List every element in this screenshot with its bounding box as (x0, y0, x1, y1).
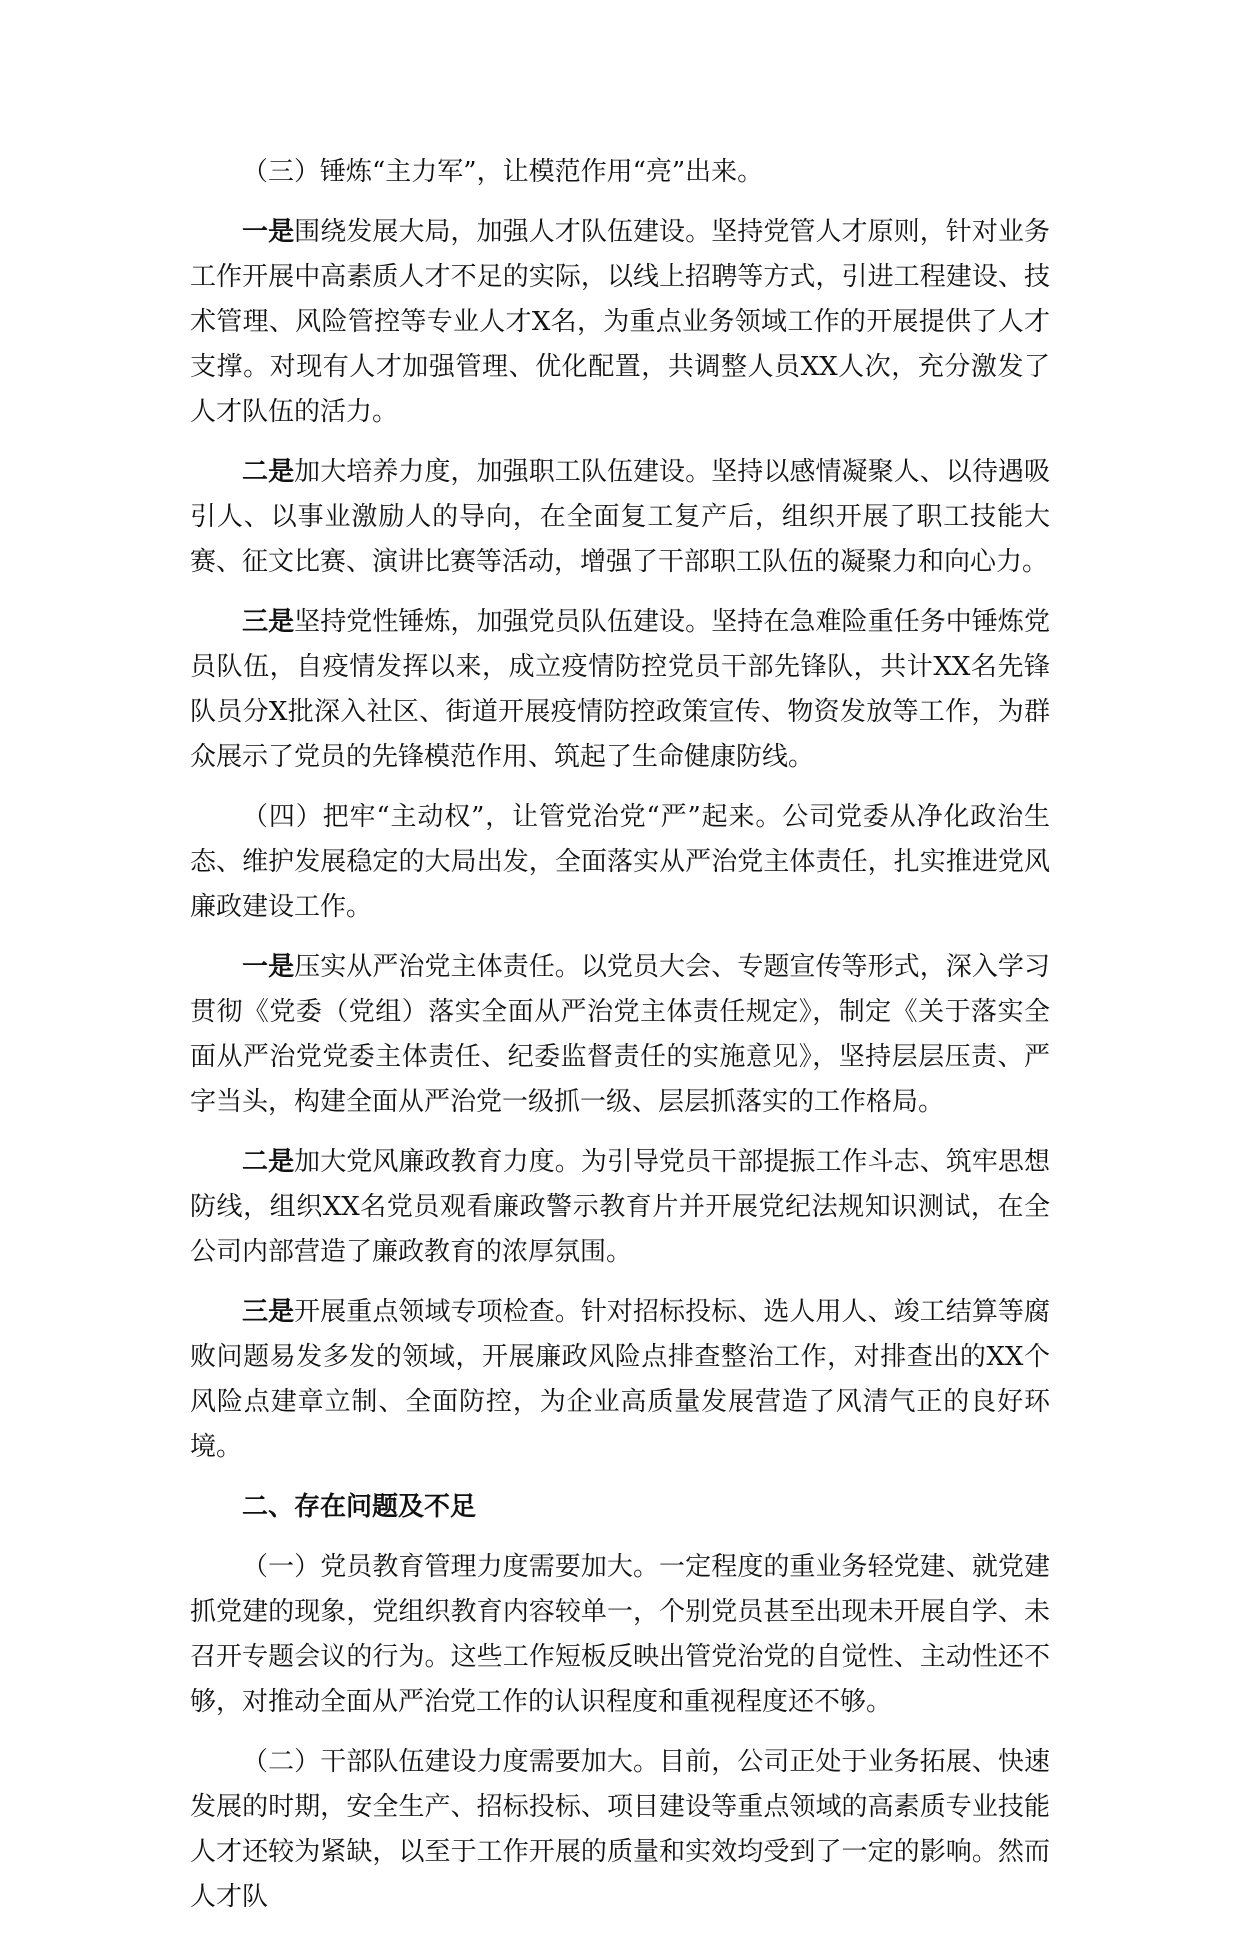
paragraph-4-3 (190, 1290, 1050, 1470)
paragraph-text: （三）锤炼“主力军”，让模范作用“亮”出来。 (242, 157, 764, 187)
paragraph-lead: 一是 (242, 217, 295, 247)
paragraph-text: （一）党员教育管理力度需要加大。一定程度的重业务轻党建、就党建抓党建的现象，党组织教育内容较单一，个别党员甚至出现未开展自学、未召开专题会议的行为。这些工作短板反映出管党治党的自觉性、主动性还不够，对推动全面从严治党工作的认识程度和重视程度还不够。 (190, 1552, 1050, 1717)
section-heading: 二、存在问题及不足 (242, 1492, 477, 1522)
paragraph-text: 坚持党性锤炼，加强党员队伍建设。坚持在急难险重任务中锤炼党员队伍，自疫情发挥以来，成立疫情防控党员干部先锋队，共计XX名先锋队员分X批深入社区、街道开展疫情防控政策宣传、物资发放等工作，为群众展示了党员的先锋模范作用、筑起了生命健康防线。 (190, 607, 1050, 772)
paragraph-4-2 (190, 1140, 1050, 1275)
paragraph-text: 加大党风廉政教育力度。为引导党员干部提振工作斗志、筑牢思想防线，组织XX名党员观看廉政警示教育片并开展党纪法规知识测试，在全公司内部营造了廉政教育的浓厚氛围。 (190, 1147, 1050, 1267)
problem-1 (190, 1545, 1050, 1725)
paragraph-4-1 (190, 945, 1050, 1125)
paragraph-lead: 二是 (242, 457, 295, 487)
paragraph-text: 开展重点领域专项检查。针对招标投标、选人用人、竣工结算等腐败问题易发多发的领域，开展廉政风险点排查整治工作，对排查出的XX个风险点建章立制、全面防控，为企业高质量发展营造了风清气正的良好环境。 (190, 1297, 1050, 1462)
problem-2 (190, 1740, 1050, 1920)
paragraph-3-2 (190, 450, 1050, 585)
paragraph-section-4-title (190, 795, 1050, 930)
paragraph-text: （二）干部队伍建设力度需要加大。目前，公司正处于业务拓展、快速发展的时期，安全生产、招标投标、项目建设等重点领域的高素质专业技能人才还较为紧缺，以至于工作开展的质量和实效均受到了一定的影响。然而人才队 (190, 1747, 1050, 1912)
paragraph-text: （四）把牢“主动权”，让管党治党“严”起来。公司党委从净化政治生态、维护发展稳定的大局出发，全面落实从严治党主体责任，扎实推进党风廉政建设工作。 (190, 802, 1050, 922)
paragraph-3-3 (190, 600, 1050, 780)
paragraph-lead: 三是 (242, 1297, 295, 1327)
paragraph-lead: 二是 (242, 1147, 295, 1177)
document-page (190, 150, 1050, 1935)
paragraph-lead: 一是 (242, 952, 295, 982)
paragraph-lead: 三是 (242, 607, 295, 637)
paragraph-text: 围绕发展大局，加强人才队伍建设。坚持党管人才原则，针对业务工作开展中高素质人才不足的实际，以线上招聘等方式，引进工程建设、技术管理、风险管控等专业人才X名，为重点业务领域工作的开展提供了人才支撑。对现有人才加强管理、优化配置，共调整人员XX人次，充分激发了人才队伍的活力。 (190, 217, 1050, 427)
paragraph-text: 压实从严治党主体责任。以党员大会、专题宣传等形式，深入学习贯彻《党委（党组）落实全面从严治党主体责任规定》，制定《关于落实全面从严治党党委主体责任、纪委监督责任的实施意见》，坚持层层压责、严字当头，构建全面从严治党一级抓一级、层层抓落实的工作格局。 (190, 952, 1050, 1117)
paragraph-section-3-title (190, 150, 1050, 195)
paragraph-3-1 (190, 210, 1050, 435)
paragraph-text: 加大培养力度，加强职工队伍建设。坚持以感情凝聚人、以待遇吸引人、以事业激励人的导向，在全面复工复产后，组织开展了职工技能大赛、征文比赛、演讲比赛等活动，增强了干部职工队伍的凝聚力和向心力。 (190, 457, 1050, 577)
